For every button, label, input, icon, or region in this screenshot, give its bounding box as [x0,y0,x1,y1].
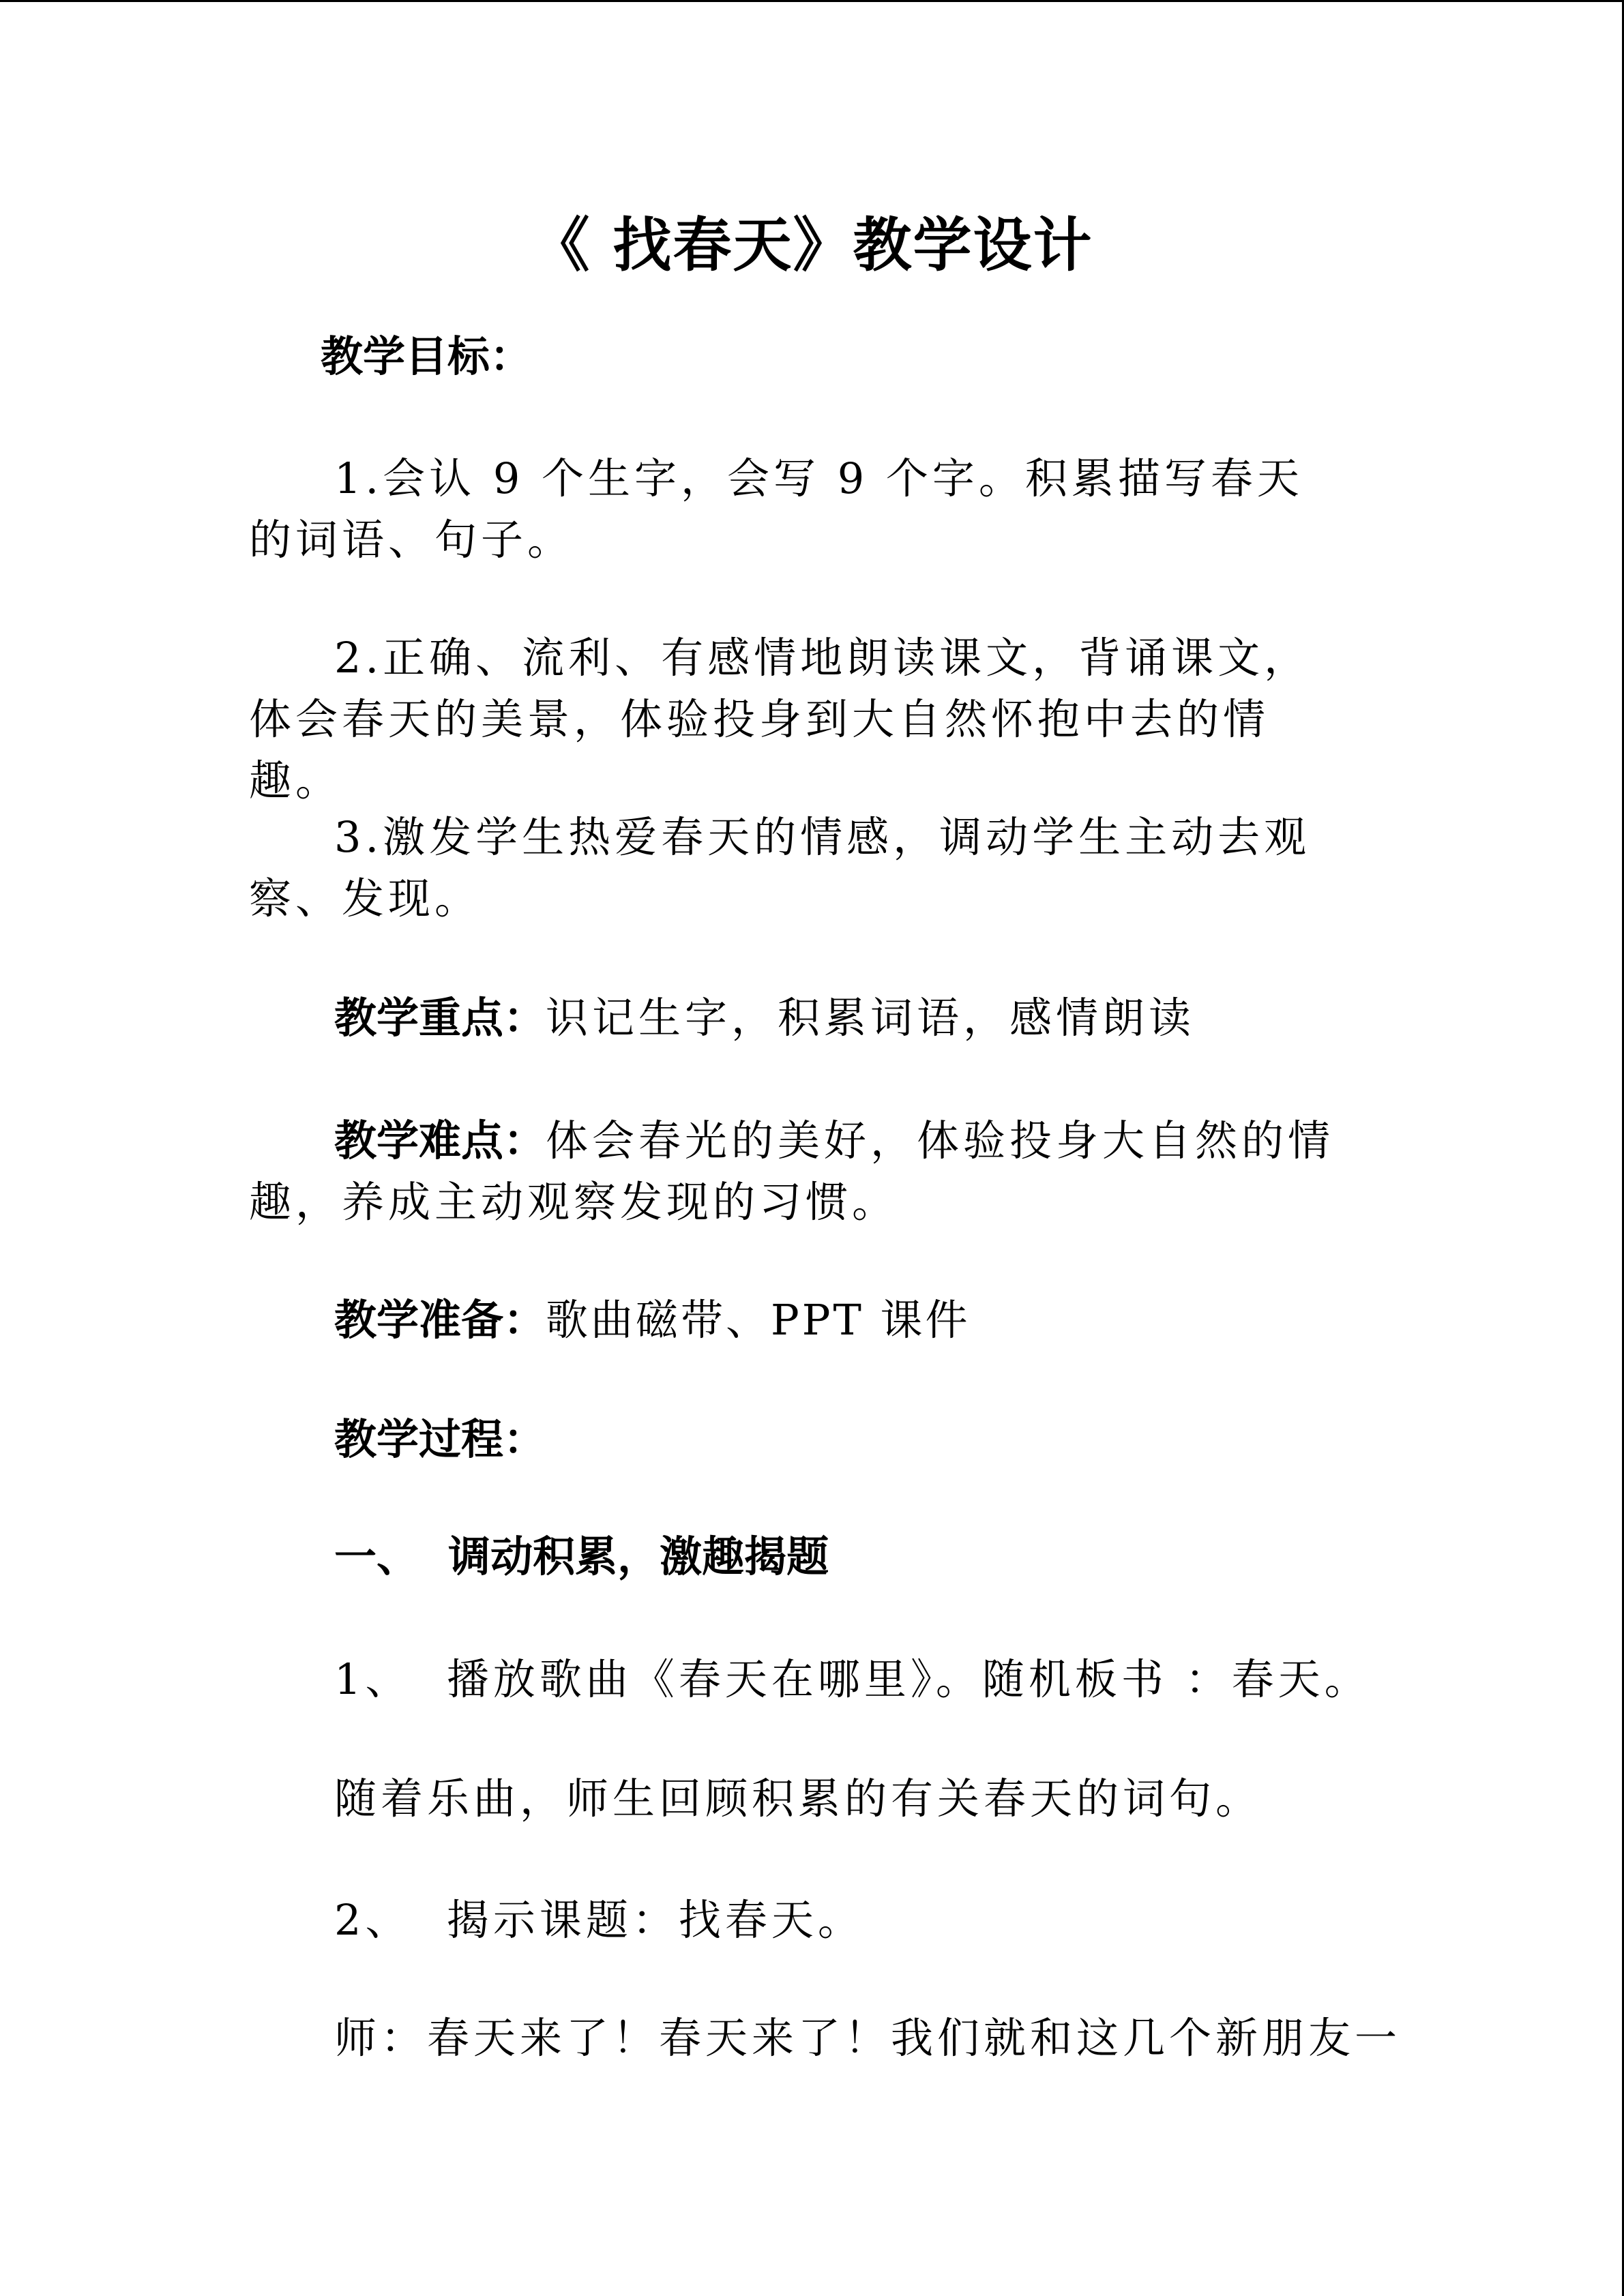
key-points-line [334,993,1196,1043]
difficulties-text: 体会春光的美好，体验投身大自然的情趣，养成主动观察发现的习惯。 [249,1116,1335,1227]
preparation-label: 教学准备： [334,1295,546,1345]
objectives-heading: 教学目标： [321,331,533,381]
objective-1: 1.会认 9 个生字，会写 9 个字。积累描写春天的词语、句子。 [249,453,1303,565]
objective-2: 2.正确、流利、有感情地朗读课文，背诵课文，体会春天的美景，体验投身到大自然怀抱中去的情趣。 [249,633,1311,805]
preparation-line [334,1295,971,1345]
objective-3: 3.激发学生热爱春天的情感，调动学生主动去观察、发现。 [249,812,1311,923]
process-heading: 教学过程： [334,1414,546,1464]
page-top-border [0,0,1624,2]
teacher-line: 师：春天来了！春天来了！我们就和这几个新朋友一 [334,2013,1402,2063]
step-1-note: 随着乐曲，师生回顾积累的有关春天的词句。 [334,1774,1263,1823]
preparation-text: 歌曲磁带、PPT 课件 [546,1295,971,1345]
difficulties-label: 教学难点： [334,1116,546,1165]
key-points-text: 识记生字，积累词语，感情朗读 [546,993,1196,1043]
difficulties-paragraph [249,1110,1340,1233]
step-1: 1、 播放歌曲《春天在哪里》。随机板书 ：春天。 [334,1654,1371,1704]
section-1-title: 一、 调动积累，激趣揭题 [334,1532,829,1581]
step-2: 2、 揭示课题：找春天。 [334,1895,864,1945]
key-points-label: 教学重点： [334,993,546,1043]
document-title: 《 找春天》教学设计 [531,211,1093,280]
